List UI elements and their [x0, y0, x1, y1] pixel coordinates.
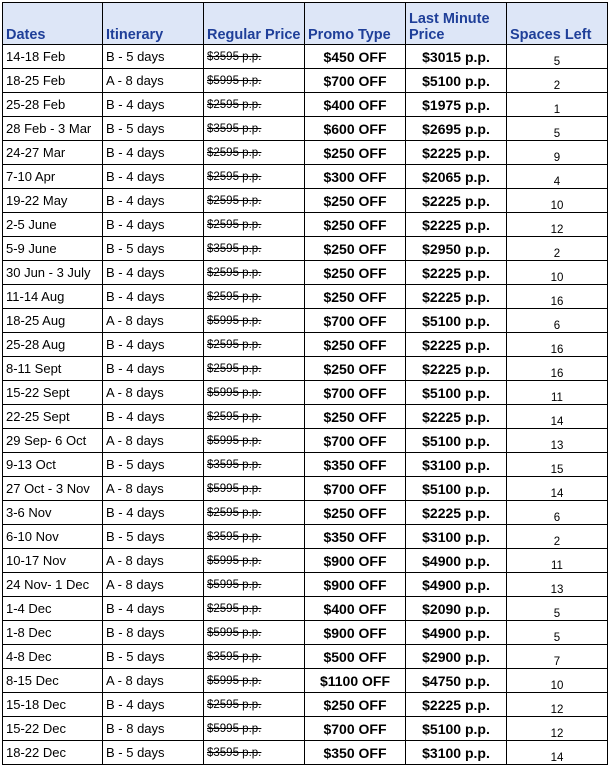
cell-last-minute-price: $5100 p.p.	[406, 381, 507, 405]
cell-regular-price: $3595 p.p.	[204, 453, 305, 477]
cell-regular-price: $3595 p.p.	[204, 45, 305, 69]
table-row	[3, 69, 608, 93]
cell-dates: 2-5 June	[3, 213, 103, 237]
cell-last-minute-price: $2225 p.p.	[406, 261, 507, 285]
cell-itinerary: B - 4 days	[103, 93, 204, 117]
cell-regular-price: $5995 p.p.	[204, 477, 305, 501]
cell-itinerary: A - 8 days	[103, 573, 204, 597]
cell-regular-price: $2595 p.p.	[204, 333, 305, 357]
table-row	[3, 573, 608, 597]
cell-spaces-left: 12	[507, 693, 608, 717]
cell-dates: 10-17 Nov	[3, 549, 103, 573]
cell-dates: 24 Nov- 1 Dec	[3, 573, 103, 597]
cell-last-minute-price: $2225 p.p.	[406, 213, 507, 237]
cell-last-minute-price: $2950 p.p.	[406, 237, 507, 261]
cell-spaces-left: 12	[507, 213, 608, 237]
cell-dates: 18-22 Dec	[3, 741, 103, 765]
table-row	[3, 597, 608, 621]
cell-dates: 8-11 Sept	[3, 357, 103, 381]
cell-spaces-left: 11	[507, 549, 608, 573]
cell-promo-type: $700 OFF	[305, 429, 406, 453]
cell-last-minute-price: $3100 p.p.	[406, 525, 507, 549]
cell-itinerary: B - 4 days	[103, 141, 204, 165]
cell-dates: 1-8 Dec	[3, 621, 103, 645]
cell-promo-type: $700 OFF	[305, 69, 406, 93]
cell-promo-type: $350 OFF	[305, 741, 406, 765]
cell-spaces-left: 10	[507, 669, 608, 693]
cell-last-minute-price: $5100 p.p.	[406, 477, 507, 501]
cell-spaces-left: 4	[507, 165, 608, 189]
cell-last-minute-price: $2900 p.p.	[406, 645, 507, 669]
cell-regular-price: $5995 p.p.	[204, 309, 305, 333]
table-row	[3, 717, 608, 741]
header-row	[3, 3, 608, 45]
cell-last-minute-price: $3100 p.p.	[406, 453, 507, 477]
header-promo-type: Promo Type	[305, 3, 406, 45]
cell-dates: 5-9 June	[3, 237, 103, 261]
header-dates: Dates	[3, 3, 103, 45]
cell-itinerary: B - 5 days	[103, 45, 204, 69]
pricing-table	[2, 2, 608, 765]
cell-itinerary: B - 5 days	[103, 117, 204, 141]
cell-last-minute-price: $2225 p.p.	[406, 333, 507, 357]
cell-last-minute-price: $2225 p.p.	[406, 189, 507, 213]
cell-spaces-left: 15	[507, 453, 608, 477]
cell-promo-type: $500 OFF	[305, 645, 406, 669]
cell-dates: 27 Oct - 3 Nov	[3, 477, 103, 501]
cell-last-minute-price: $2695 p.p.	[406, 117, 507, 141]
cell-last-minute-price: $4900 p.p.	[406, 573, 507, 597]
cell-itinerary: A - 8 days	[103, 429, 204, 453]
cell-itinerary: B - 8 days	[103, 621, 204, 645]
cell-last-minute-price: $5100 p.p.	[406, 429, 507, 453]
cell-dates: 15-22 Sept	[3, 381, 103, 405]
table-row	[3, 213, 608, 237]
cell-last-minute-price: $1975 p.p.	[406, 93, 507, 117]
cell-last-minute-price: $5100 p.p.	[406, 309, 507, 333]
cell-regular-price: $2595 p.p.	[204, 285, 305, 309]
table-row	[3, 669, 608, 693]
cell-last-minute-price: $4900 p.p.	[406, 549, 507, 573]
cell-dates: 11-14 Aug	[3, 285, 103, 309]
cell-promo-type: $250 OFF	[305, 405, 406, 429]
cell-promo-type: $450 OFF	[305, 45, 406, 69]
header-regular-price: Regular Price	[204, 3, 305, 45]
header-spaces-left: Spaces Left	[507, 3, 608, 45]
cell-promo-type: $350 OFF	[305, 525, 406, 549]
cell-itinerary: B - 4 days	[103, 405, 204, 429]
cell-itinerary: B - 4 days	[103, 357, 204, 381]
cell-spaces-left: 2	[507, 237, 608, 261]
cell-regular-price: $3595 p.p.	[204, 237, 305, 261]
cell-dates: 29 Sep- 6 Oct	[3, 429, 103, 453]
cell-promo-type: $700 OFF	[305, 477, 406, 501]
cell-promo-type: $250 OFF	[305, 213, 406, 237]
table-row	[3, 645, 608, 669]
cell-regular-price: $2595 p.p.	[204, 261, 305, 285]
cell-last-minute-price: $2225 p.p.	[406, 501, 507, 525]
cell-promo-type: $250 OFF	[305, 141, 406, 165]
cell-regular-price: $2595 p.p.	[204, 213, 305, 237]
table-row	[3, 93, 608, 117]
cell-itinerary: B - 8 days	[103, 717, 204, 741]
cell-regular-price: $3595 p.p.	[204, 117, 305, 141]
cell-itinerary: B - 5 days	[103, 645, 204, 669]
cell-spaces-left: 14	[507, 477, 608, 501]
cell-promo-type: $250 OFF	[305, 693, 406, 717]
cell-dates: 6-10 Nov	[3, 525, 103, 549]
cell-regular-price: $2595 p.p.	[204, 93, 305, 117]
cell-itinerary: B - 4 days	[103, 261, 204, 285]
cell-dates: 25-28 Feb	[3, 93, 103, 117]
table-row	[3, 477, 608, 501]
cell-spaces-left: 16	[507, 285, 608, 309]
cell-last-minute-price: $5100 p.p.	[406, 717, 507, 741]
cell-dates: 1-4 Dec	[3, 597, 103, 621]
table-row	[3, 621, 608, 645]
table-row	[3, 405, 608, 429]
table-row	[3, 45, 608, 69]
cell-spaces-left: 14	[507, 405, 608, 429]
cell-dates: 9-13 Oct	[3, 453, 103, 477]
cell-regular-price: $2595 p.p.	[204, 501, 305, 525]
table-row	[3, 429, 608, 453]
cell-spaces-left: 16	[507, 333, 608, 357]
cell-spaces-left: 6	[507, 309, 608, 333]
cell-promo-type: $250 OFF	[305, 285, 406, 309]
cell-last-minute-price: $2225 p.p.	[406, 141, 507, 165]
cell-promo-type: $250 OFF	[305, 501, 406, 525]
cell-itinerary: B - 5 days	[103, 453, 204, 477]
table-row	[3, 285, 608, 309]
cell-spaces-left: 10	[507, 261, 608, 285]
table-row	[3, 165, 608, 189]
cell-spaces-left: 5	[507, 597, 608, 621]
cell-spaces-left: 2	[507, 69, 608, 93]
table-row	[3, 333, 608, 357]
cell-last-minute-price: $2225 p.p.	[406, 693, 507, 717]
cell-spaces-left: 5	[507, 117, 608, 141]
table-row	[3, 141, 608, 165]
cell-regular-price: $5995 p.p.	[204, 573, 305, 597]
cell-regular-price: $2595 p.p.	[204, 141, 305, 165]
cell-promo-type: $250 OFF	[305, 189, 406, 213]
header-itinerary: Itinerary	[103, 3, 204, 45]
table-row	[3, 189, 608, 213]
cell-spaces-left: 13	[507, 429, 608, 453]
cell-promo-type: $400 OFF	[305, 93, 406, 117]
cell-last-minute-price: $2065 p.p.	[406, 165, 507, 189]
cell-dates: 7-10 Apr	[3, 165, 103, 189]
cell-dates: 15-18 Dec	[3, 693, 103, 717]
cell-dates: 14-18 Feb	[3, 45, 103, 69]
cell-last-minute-price: $4750 p.p.	[406, 669, 507, 693]
cell-regular-price: $2595 p.p.	[204, 189, 305, 213]
cell-itinerary: A - 8 days	[103, 477, 204, 501]
cell-itinerary: B - 4 days	[103, 189, 204, 213]
cell-promo-type: $700 OFF	[305, 381, 406, 405]
cell-itinerary: B - 5 days	[103, 741, 204, 765]
table-row	[3, 309, 608, 333]
cell-last-minute-price: $2225 p.p.	[406, 405, 507, 429]
cell-spaces-left: 16	[507, 357, 608, 381]
table-row	[3, 741, 608, 765]
cell-regular-price: $5995 p.p.	[204, 717, 305, 741]
cell-itinerary: B - 4 days	[103, 165, 204, 189]
cell-spaces-left: 11	[507, 381, 608, 405]
cell-spaces-left: 14	[507, 741, 608, 765]
cell-itinerary: A - 8 days	[103, 549, 204, 573]
cell-last-minute-price: $2225 p.p.	[406, 285, 507, 309]
table-header	[3, 3, 608, 45]
cell-itinerary: B - 5 days	[103, 237, 204, 261]
cell-itinerary: B - 4 days	[103, 285, 204, 309]
cell-last-minute-price: $3015 p.p.	[406, 45, 507, 69]
cell-regular-price: $3595 p.p.	[204, 645, 305, 669]
cell-promo-type: $350 OFF	[305, 453, 406, 477]
cell-spaces-left: 13	[507, 573, 608, 597]
table-body	[3, 45, 608, 765]
cell-dates: 28 Feb - 3 Mar	[3, 117, 103, 141]
cell-spaces-left: 10	[507, 189, 608, 213]
table-row	[3, 549, 608, 573]
cell-dates: 18-25 Feb	[3, 69, 103, 93]
cell-itinerary: B - 4 days	[103, 597, 204, 621]
header-last-minute-price: Last Minute Price	[406, 3, 507, 45]
table-row	[3, 117, 608, 141]
cell-regular-price: $5995 p.p.	[204, 429, 305, 453]
cell-dates: 30 Jun - 3 July	[3, 261, 103, 285]
cell-promo-type: $600 OFF	[305, 117, 406, 141]
table-row	[3, 693, 608, 717]
table-row	[3, 357, 608, 381]
cell-last-minute-price: $3100 p.p.	[406, 741, 507, 765]
cell-spaces-left: 6	[507, 501, 608, 525]
cell-promo-type: $250 OFF	[305, 333, 406, 357]
cell-promo-type: $1100 OFF	[305, 669, 406, 693]
cell-promo-type: $900 OFF	[305, 573, 406, 597]
cell-promo-type: $700 OFF	[305, 309, 406, 333]
cell-dates: 8-15 Dec	[3, 669, 103, 693]
cell-promo-type: $700 OFF	[305, 717, 406, 741]
cell-last-minute-price: $2090 p.p.	[406, 597, 507, 621]
cell-spaces-left: 1	[507, 93, 608, 117]
cell-regular-price: $5995 p.p.	[204, 381, 305, 405]
cell-promo-type: $250 OFF	[305, 237, 406, 261]
cell-dates: 22-25 Sept	[3, 405, 103, 429]
cell-regular-price: $2595 p.p.	[204, 357, 305, 381]
cell-itinerary: B - 4 days	[103, 333, 204, 357]
cell-spaces-left: 9	[507, 141, 608, 165]
cell-regular-price: $5995 p.p.	[204, 549, 305, 573]
cell-regular-price: $5995 p.p.	[204, 69, 305, 93]
cell-dates: 19-22 May	[3, 189, 103, 213]
cell-promo-type: $900 OFF	[305, 621, 406, 645]
table-row	[3, 261, 608, 285]
cell-dates: 4-8 Dec	[3, 645, 103, 669]
cell-regular-price: $5995 p.p.	[204, 621, 305, 645]
cell-regular-price: $2595 p.p.	[204, 597, 305, 621]
cell-promo-type: $300 OFF	[305, 165, 406, 189]
cell-regular-price: $3595 p.p.	[204, 525, 305, 549]
cell-spaces-left: 7	[507, 645, 608, 669]
cell-itinerary: B - 4 days	[103, 501, 204, 525]
cell-regular-price: $3595 p.p.	[204, 741, 305, 765]
cell-itinerary: B - 4 days	[103, 693, 204, 717]
cell-spaces-left: 12	[507, 717, 608, 741]
cell-promo-type: $250 OFF	[305, 357, 406, 381]
cell-regular-price: $2595 p.p.	[204, 165, 305, 189]
cell-dates: 3-6 Nov	[3, 501, 103, 525]
cell-last-minute-price: $4900 p.p.	[406, 621, 507, 645]
cell-itinerary: B - 4 days	[103, 213, 204, 237]
cell-last-minute-price: $2225 p.p.	[406, 357, 507, 381]
cell-dates: 24-27 Mar	[3, 141, 103, 165]
cell-dates: 18-25 Aug	[3, 309, 103, 333]
cell-spaces-left: 2	[507, 525, 608, 549]
cell-regular-price: $5995 p.p.	[204, 669, 305, 693]
table-row	[3, 453, 608, 477]
cell-regular-price: $2595 p.p.	[204, 405, 305, 429]
cell-itinerary: A - 8 days	[103, 669, 204, 693]
cell-promo-type: $250 OFF	[305, 261, 406, 285]
cell-last-minute-price: $5100 p.p.	[406, 69, 507, 93]
cell-promo-type: $400 OFF	[305, 597, 406, 621]
cell-itinerary: A - 8 days	[103, 309, 204, 333]
cell-regular-price: $2595 p.p.	[204, 693, 305, 717]
cell-spaces-left: 5	[507, 621, 608, 645]
cell-itinerary: A - 8 days	[103, 69, 204, 93]
cell-itinerary: A - 8 days	[103, 381, 204, 405]
cell-promo-type: $900 OFF	[305, 549, 406, 573]
cell-dates: 25-28 Aug	[3, 333, 103, 357]
cell-spaces-left: 5	[507, 45, 608, 69]
table-row	[3, 381, 608, 405]
table-row	[3, 501, 608, 525]
table-row	[3, 525, 608, 549]
cell-dates: 15-22 Dec	[3, 717, 103, 741]
table-row	[3, 237, 608, 261]
cell-itinerary: B - 5 days	[103, 525, 204, 549]
